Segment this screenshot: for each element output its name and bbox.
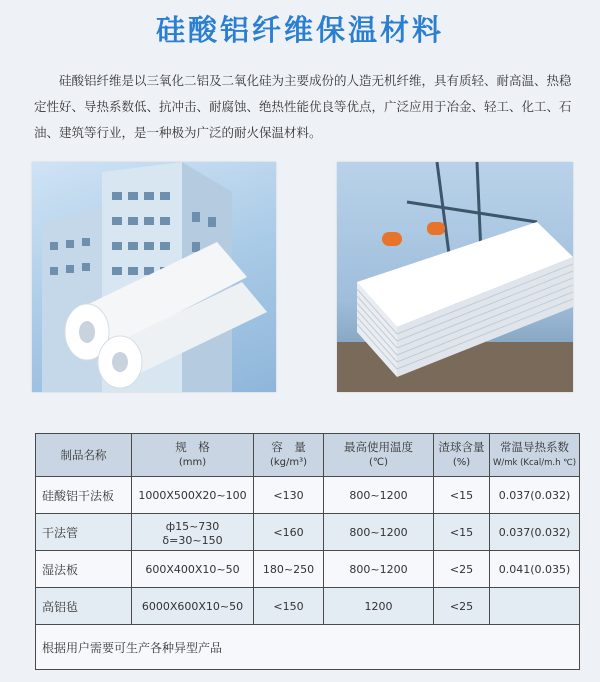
table-note-row: [36, 625, 580, 670]
table-row: 高铝毡 6000X600X10~50 <150 1200 <25: [36, 588, 580, 625]
header-conductivity: 常温导热系数 W/mk (Kcal/m.h ℃): [490, 434, 580, 477]
header-shot-content: 渣球含量 (%): [434, 434, 490, 477]
header-max-temp: 最高使用温度 (℃): [324, 434, 434, 477]
board-stack-photo: [337, 162, 573, 392]
spec-table: [35, 433, 580, 670]
table-header-row: [36, 434, 580, 477]
intro-paragraph: 硅酸铝纤维是以三氧化二铝及二氧化硅为主要成份的人造无机纤维，具有质轻、耐高温、热稳定性好、导热系数低、抗冲击、耐腐蚀、绝热性能优良等优点，广泛应用于冶金、轻工、化工、石油、建筑等行业，是一种极为广泛的耐火保温材料。: [34, 73, 572, 140]
table-note: 根据用户需要可生产各种异型产品: [36, 625, 580, 670]
table-row: 湿法板 600X400X10~50 180~250 800~1200 <25 0.041(0.035): [36, 551, 580, 588]
building-pipe-photo: [32, 162, 276, 392]
header-spec: 规 格 (mm): [132, 434, 254, 477]
table-row: 硅酸铝干法板 1000X500X20~100 <130 800~1200 <15 0.037(0.032): [36, 477, 580, 514]
header-density: 容 量 (kg/m³): [254, 434, 324, 477]
header-product-name: 制品名称: [36, 434, 132, 477]
page-title: 硅酸铝纤维保温材料: [155, 13, 444, 47]
table-row: 干法管 ф15~730 δ=30~150 <160 800~1200 <15 0.037(0.032): [36, 514, 580, 551]
board-stack-illustration: [337, 162, 573, 392]
building-pipe-illustration: [32, 162, 276, 392]
